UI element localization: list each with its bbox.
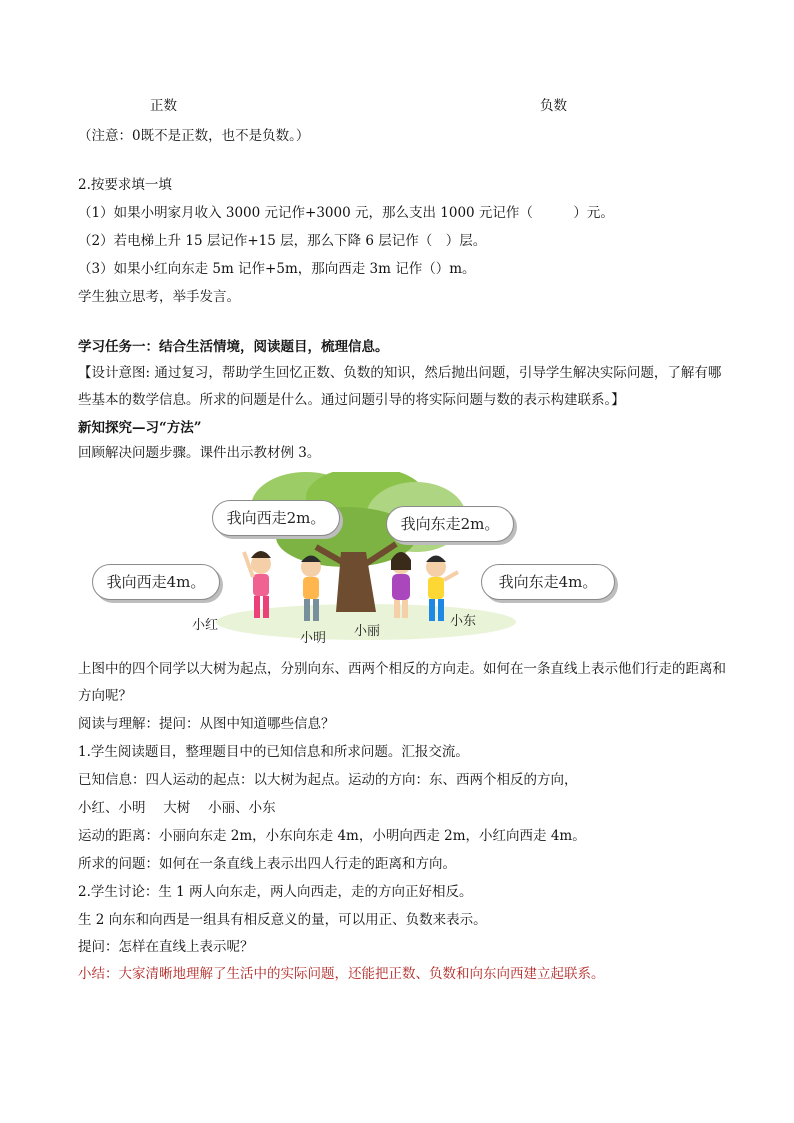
speech-bubble-west-2m: 我向西走2m。 <box>212 500 340 536</box>
known-info: 已知信息：四人运动的起点：以大树为起点。运动的方向：东、西两个相反的方向， <box>78 772 578 788</box>
line-question: 提问：怎样在直线上表示呢？ <box>78 939 254 955</box>
speech-bubble-east-4m: 我向东走4m。 <box>481 564 615 600</box>
name-xiaoli: 小丽 <box>354 624 381 639</box>
speech-bubble-east-2m: 我向东走2m。 <box>386 506 514 542</box>
question-sought: 所求的问题：如何在一条直线上表示出四人行走的距离和方向。 <box>78 856 456 872</box>
exercise-followup: 学生独立思考，举手发言。 <box>78 289 240 305</box>
distance-info: 运动的距离：小丽向东走 2m，小东向东走 4m，小明向西走 2m，小红向西走 4m。 <box>78 828 586 844</box>
step-1: 1.学生阅读题目，整理题目中的已知信息和所求问题。汇报交流。 <box>78 744 469 760</box>
exercise-q3: （3）如果小红向东走 5m 记作+5m，那向西走 3m 记作（）m。 <box>78 261 476 277</box>
name-xiaohong: 小红 <box>192 618 219 633</box>
review-line: 回顾解决问题步骤。课件出示教材例 3。 <box>78 445 321 461</box>
task-title: 学习任务一：结合生活情境，阅读题目，梳理信息。 <box>78 339 389 355</box>
zero-note: （注意：0既不是正数，也不是负数。） <box>78 128 310 144</box>
exercise-title: 2.按要求填一填 <box>78 177 172 193</box>
negative-label: 负数 <box>540 98 567 114</box>
name-xiaodong: 小东 <box>450 614 477 629</box>
positive-label: 正数 <box>150 98 177 114</box>
design-intent: 【设计意图: 通过复习，帮助学生回忆正数、负数的知识，然后抛出问题，引导学生解决实际问题，了解有哪些基本的数学信息。所求的问题是什么。通过问题引导的将实际问题与数的表示构建联系。】 <box>78 365 722 408</box>
explore-heading: 新知探究—习“方法” <box>78 420 202 436</box>
problem-statement: 上图中的四个同学以大树为起点，分别向东、西两个相反的方向走。如何在一条直线上表示他们行走的距离和方向呢？ <box>78 661 726 704</box>
child-xiaohong <box>244 551 271 618</box>
discussion-2: 生 2 向东和向西是一组具有相反意义的量，可以用正、负数来表示。 <box>78 912 487 928</box>
example-illustration <box>86 472 626 652</box>
reading-question: 阅读与理解：提问：从图中知道哪些信息？ <box>78 716 335 732</box>
exercise-q2: （2）若电梯上升 15 层记作+15 层，那么下降 6 层记作（ ）层。 <box>78 233 487 249</box>
discussion-1: 2.学生讨论：生 1 两人向东走，两人向西走，走的方向正好相反。 <box>78 884 473 900</box>
name-xiaoming: 小明 <box>300 631 327 646</box>
positions-line: 小红、小明 大树 小丽、小东 <box>78 800 276 816</box>
exercise-q1: （1）如果小明家月收入 3000 元记作+3000 元，那么支出 1000 元记作（ ）元。 <box>78 205 614 221</box>
speech-bubble-west-4m: 我向西走4m。 <box>92 564 220 600</box>
summary: 小结：大家清晰地理解了生活中的实际问题，还能把正数、负数和向东向西建立起联系。 <box>78 966 605 982</box>
